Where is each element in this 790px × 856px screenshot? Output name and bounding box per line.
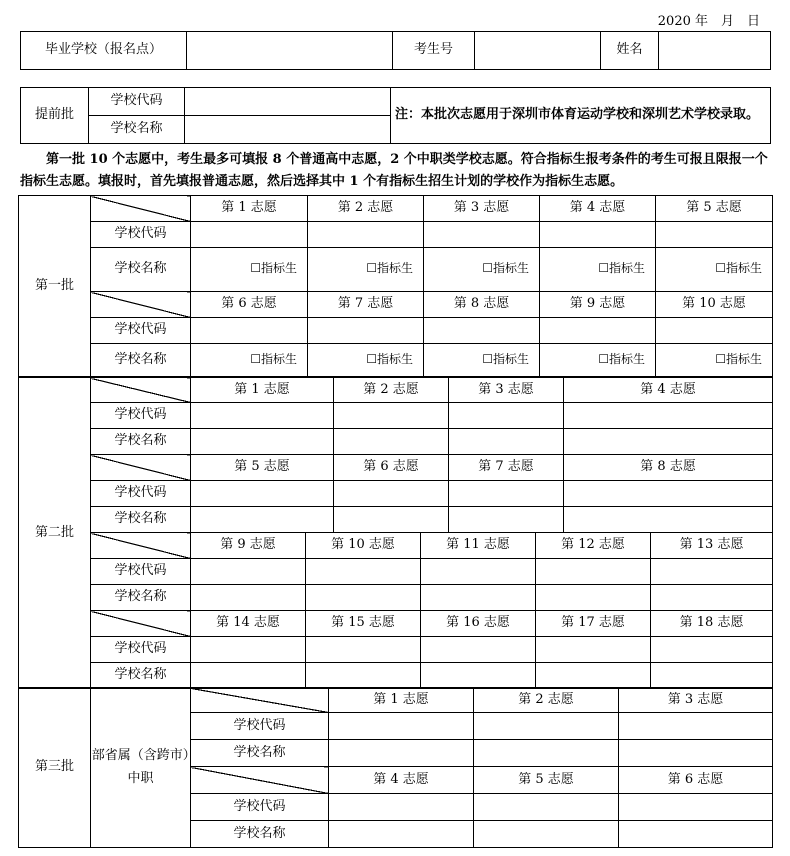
code-label: 学校代码 [191, 713, 329, 740]
batch3-table [18, 687, 773, 848]
quota-checkbox-label: ☐指标生 [598, 261, 645, 276]
name-field[interactable] [306, 663, 421, 689]
name-field[interactable] [329, 821, 474, 848]
name-label: 学校名称 [91, 585, 191, 611]
quota-checkbox-label: ☐指标生 [715, 261, 762, 276]
code-field[interactable] [619, 794, 773, 821]
name-field[interactable] [619, 740, 773, 767]
choice-header: 第 7 志愿 [449, 455, 564, 481]
name-field[interactable] [334, 507, 449, 533]
name-field[interactable] [536, 585, 651, 611]
early-code-label: 学校代码 [89, 88, 185, 116]
quota-checkbox-label: ☐指标生 [250, 351, 297, 366]
quota-checkbox[interactable] [424, 248, 540, 292]
code-field[interactable] [651, 637, 773, 663]
quota-checkbox-label: ☐指标生 [598, 351, 645, 366]
choice-header: 第 5 志愿 [656, 196, 773, 222]
batch3-label: 第三批 [19, 688, 91, 848]
diagonal-header-cell [91, 292, 191, 318]
name-field[interactable] [421, 585, 536, 611]
choice-header: 第 2 志愿 [308, 196, 424, 222]
choice-header: 第 7 志愿 [308, 292, 424, 318]
quota-checkbox[interactable] [424, 344, 540, 377]
code-field[interactable] [334, 481, 449, 507]
code-field[interactable] [540, 318, 656, 344]
name-field[interactable] [191, 663, 306, 689]
early-name-label: 学校名称 [89, 116, 185, 144]
code-field[interactable] [191, 318, 308, 344]
name-field[interactable] [536, 663, 651, 689]
choice-header: 第 11 志愿 [421, 533, 536, 559]
code-field[interactable] [540, 222, 656, 248]
student-info-table [20, 31, 771, 70]
name-label: 学校名称 [91, 248, 191, 292]
code-field[interactable] [449, 403, 564, 429]
quota-checkbox[interactable] [308, 248, 424, 292]
choice-header: 第 13 志愿 [651, 533, 773, 559]
name-label: 学校名称 [91, 507, 191, 533]
code-field[interactable] [564, 481, 773, 507]
quota-checkbox[interactable] [656, 248, 773, 292]
name-field[interactable] [329, 740, 474, 767]
code-field[interactable] [656, 318, 773, 344]
exam-no-label: 考生号 [393, 32, 475, 70]
choice-header: 第 4 志愿 [564, 378, 773, 403]
code-field[interactable] [474, 713, 619, 740]
school-field[interactable] [187, 32, 393, 70]
code-label: 学校代码 [91, 222, 191, 248]
name-label: 学校名称 [191, 740, 329, 767]
choice-header: 第 15 志愿 [306, 611, 421, 637]
choice-header: 第 4 志愿 [540, 196, 656, 222]
quota-checkbox-label: ☐指标生 [366, 261, 413, 276]
name-label: 学校名称 [91, 429, 191, 455]
name-field[interactable] [474, 740, 619, 767]
choice-header: 第 8 志愿 [424, 292, 540, 318]
choice-header: 第 2 志愿 [334, 378, 449, 403]
code-field[interactable] [536, 559, 651, 585]
code-field[interactable] [191, 403, 334, 429]
choice-header: 第 9 志愿 [540, 292, 656, 318]
name-field[interactable] [651, 585, 773, 611]
name-field[interactable] [421, 663, 536, 689]
code-field[interactable] [421, 559, 536, 585]
batch2-table [18, 377, 773, 689]
choice-header: 第 8 志愿 [564, 455, 773, 481]
quota-checkbox[interactable] [656, 344, 773, 377]
code-field[interactable] [474, 794, 619, 821]
diagonal-header-cell [91, 611, 191, 637]
code-field[interactable] [656, 222, 773, 248]
code-field[interactable] [191, 637, 306, 663]
quota-checkbox[interactable] [540, 344, 656, 377]
code-field[interactable] [191, 559, 306, 585]
name-field[interactable] [564, 429, 773, 455]
choice-header: 第 6 志愿 [619, 767, 773, 794]
code-field[interactable] [308, 318, 424, 344]
code-field[interactable] [334, 403, 449, 429]
quota-checkbox-label: ☐指标生 [715, 351, 762, 366]
choice-header: 第 1 志愿 [191, 196, 308, 222]
name-field[interactable] [659, 32, 771, 70]
early-batch-table [20, 87, 771, 144]
diagonal-header-cell [191, 767, 329, 794]
quota-checkbox[interactable] [540, 248, 656, 292]
choice-header: 第 6 志愿 [191, 292, 308, 318]
choice-header: 第 1 志愿 [329, 688, 474, 713]
code-field[interactable] [191, 222, 308, 248]
choice-header: 第 5 志愿 [474, 767, 619, 794]
instruction-text: 第一批 10 个志愿中，考生最多可填报 8 个普通高中志愿，2 个中职类学校志愿。符合指标生报考条件的考生可报且限报一个指标生志愿。填报时，首先填报普通志愿，然后选择其中 1 个有指标生招生计划的学校作为指标生志愿。 [20, 152, 768, 189]
name-field[interactable] [306, 585, 421, 611]
name-label: 学校名称 [91, 663, 191, 689]
choice-header: 第 18 志愿 [651, 611, 773, 637]
code-field[interactable] [564, 403, 773, 429]
code-field[interactable] [619, 713, 773, 740]
code-field[interactable] [329, 794, 474, 821]
quota-checkbox[interactable] [191, 344, 308, 377]
name-field[interactable] [449, 507, 564, 533]
batch2-label: 第二批 [19, 378, 91, 689]
code-field[interactable] [449, 481, 564, 507]
code-label: 学校代码 [91, 403, 191, 429]
choice-header: 第 6 志愿 [334, 455, 449, 481]
quota-checkbox-label: ☐指标生 [366, 351, 413, 366]
code-field[interactable] [424, 222, 540, 248]
choice-header: 第 4 志愿 [329, 767, 474, 794]
choice-header: 第 3 志愿 [424, 196, 540, 222]
code-field[interactable] [424, 318, 540, 344]
quota-checkbox-label: ☐指标生 [482, 261, 529, 276]
early-name-field[interactable] [185, 116, 391, 144]
diagonal-header-cell [91, 196, 191, 222]
quota-checkbox[interactable] [191, 248, 308, 292]
name-field[interactable] [191, 585, 306, 611]
batch1-table [18, 195, 773, 377]
diagonal-header-cell [91, 378, 191, 403]
quota-checkbox[interactable] [308, 344, 424, 377]
choice-header: 第 14 志愿 [191, 611, 306, 637]
name-field[interactable] [651, 663, 773, 689]
code-label: 学校代码 [91, 318, 191, 344]
quota-checkbox-label: ☐指标生 [250, 261, 297, 276]
name-label: 学校名称 [191, 821, 329, 848]
code-field[interactable] [536, 637, 651, 663]
choice-header: 第 3 志愿 [449, 378, 564, 403]
code-field[interactable] [308, 222, 424, 248]
code-field[interactable] [651, 559, 773, 585]
school-label: 毕业学校（报名点） [21, 32, 187, 70]
code-field[interactable] [191, 481, 334, 507]
diagonal-header-cell [91, 533, 191, 559]
choice-header: 第 2 志愿 [474, 688, 619, 713]
code-field[interactable] [306, 637, 421, 663]
batch1-label: 第一批 [19, 196, 91, 377]
choice-header: 第 17 志愿 [536, 611, 651, 637]
choice-header: 第 10 志愿 [656, 292, 773, 318]
diagonal-header-cell [91, 455, 191, 481]
choice-header: 第 12 志愿 [536, 533, 651, 559]
batch3-sub-label: 部省属（含跨市）中职 [91, 688, 191, 848]
code-field[interactable] [306, 559, 421, 585]
code-label: 学校代码 [191, 794, 329, 821]
code-label: 学校代码 [91, 559, 191, 585]
choice-header: 第 10 志愿 [306, 533, 421, 559]
code-field[interactable] [329, 713, 474, 740]
early-note: 注：本批次志愿用于深圳市体育运动学校和深圳艺术学校录取。 [391, 88, 771, 144]
exam-no-field[interactable] [475, 32, 601, 70]
choice-header: 第 9 志愿 [191, 533, 306, 559]
form-date: 2020 年 月 日 [657, 14, 760, 29]
choice-header: 第 1 志愿 [191, 378, 334, 403]
name-field[interactable] [449, 429, 564, 455]
choice-header: 第 3 志愿 [619, 688, 773, 713]
name-field[interactable] [191, 429, 334, 455]
diagonal-header-cell [191, 688, 329, 713]
early-batch-label: 提前批 [21, 88, 89, 144]
name-field[interactable] [191, 507, 334, 533]
choice-header: 第 5 志愿 [191, 455, 334, 481]
code-label: 学校代码 [91, 481, 191, 507]
code-label: 学校代码 [91, 637, 191, 663]
name-field[interactable] [619, 821, 773, 848]
code-field[interactable] [421, 637, 536, 663]
quota-checkbox-label: ☐指标生 [482, 351, 529, 366]
early-code-field[interactable] [185, 88, 391, 116]
name-field[interactable] [334, 429, 449, 455]
name-field[interactable] [564, 507, 773, 533]
name-label: 学校名称 [91, 344, 191, 377]
name-field[interactable] [474, 821, 619, 848]
choice-header: 第 16 志愿 [421, 611, 536, 637]
name-label: 姓名 [601, 32, 659, 70]
